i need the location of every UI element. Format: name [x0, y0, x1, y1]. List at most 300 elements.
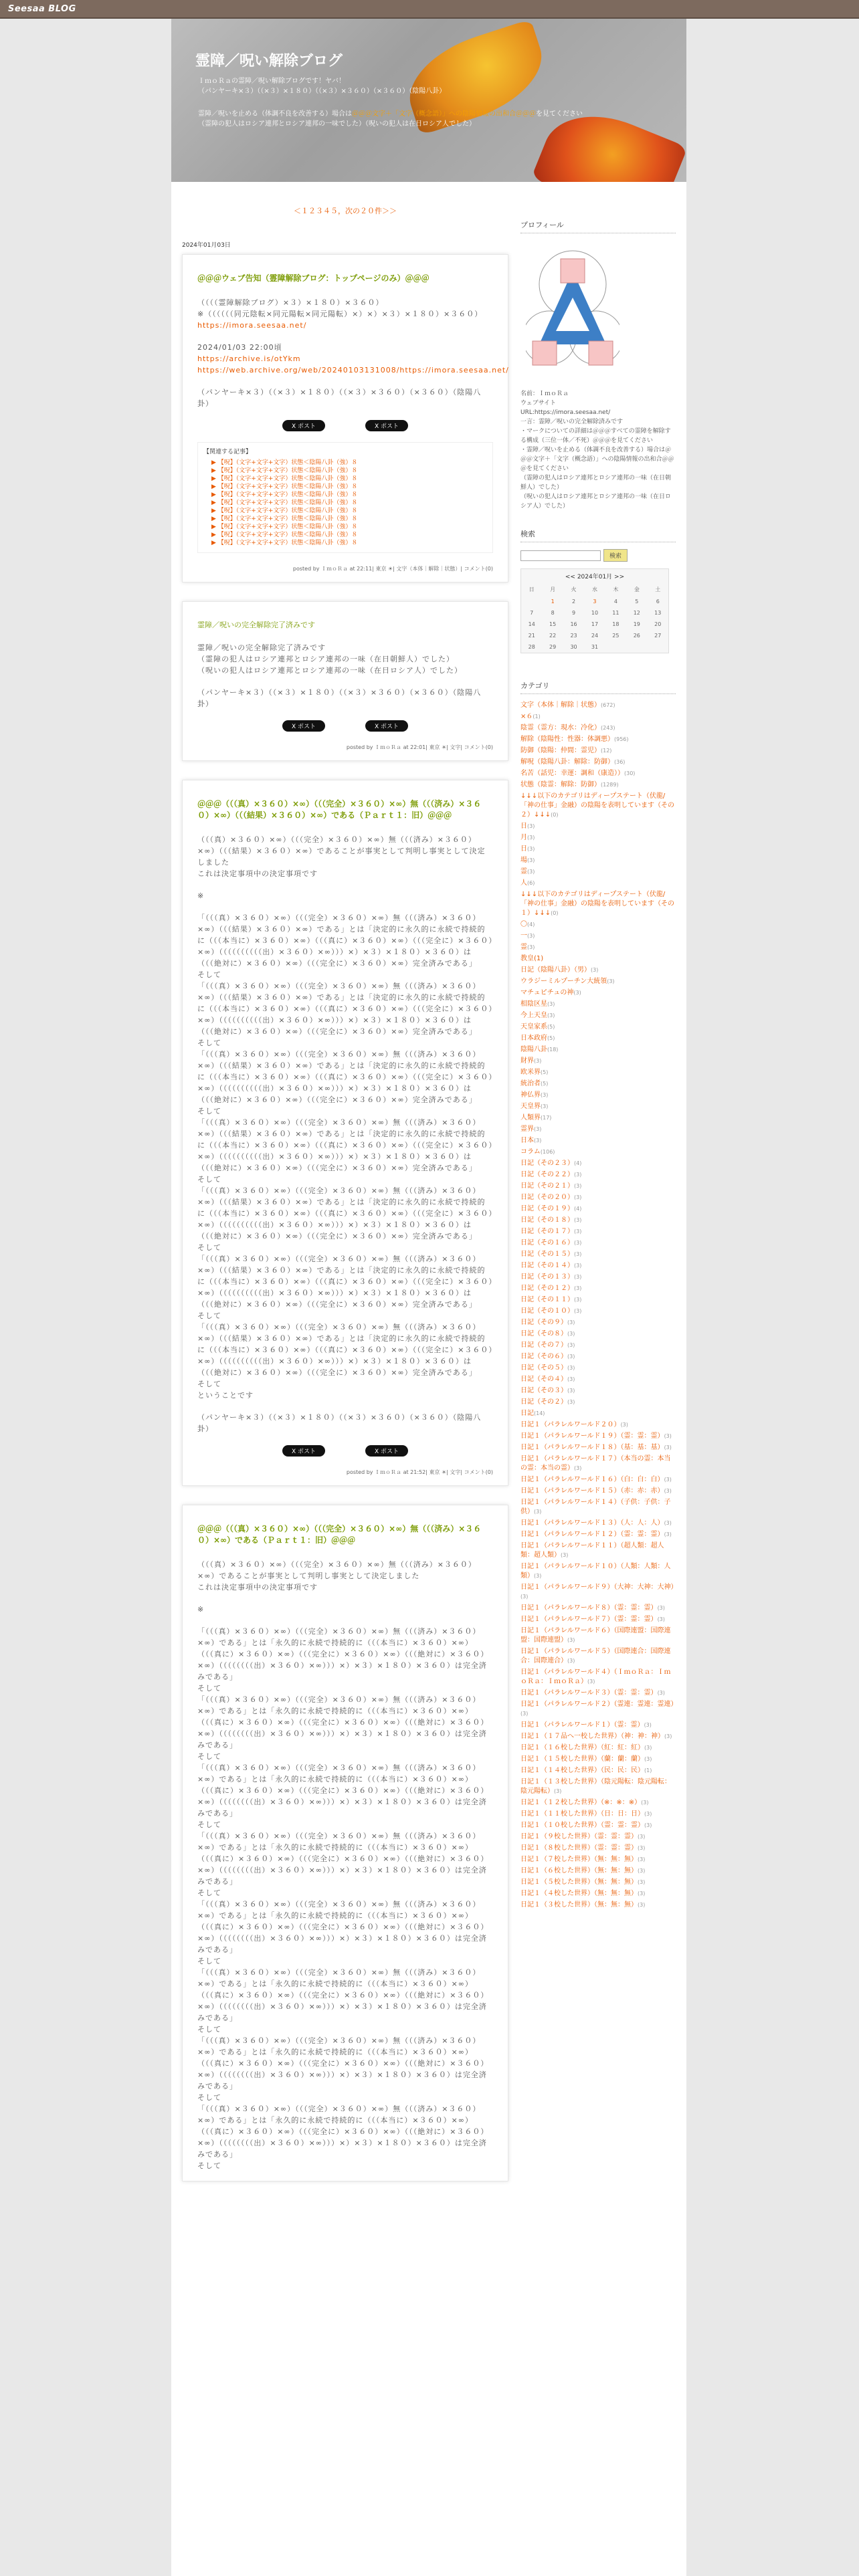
category-link[interactable]: 日記１（パラレルワールド１１）（超人類：超人類：超人類）	[520, 1542, 664, 1559]
category-link[interactable]: 陰霊（霊方：現水：冷化）	[520, 724, 601, 732]
blog-title[interactable]: 霊障／呪い解除ブログ	[195, 53, 343, 70]
calendar-day[interactable]: 18	[612, 621, 619, 627]
entry-text: そして	[197, 1039, 221, 1047]
category-link[interactable]: 相陰区星	[520, 1000, 547, 1008]
category-link[interactable]: 今上天皇	[520, 1012, 547, 1019]
category-item[interactable]	[520, 1604, 676, 1613]
category-item[interactable]	[520, 712, 676, 722]
x-share-button[interactable]: X ポスト	[365, 420, 408, 431]
category-link[interactable]: 解呪（陰陽八卦：解除：防御）	[520, 758, 614, 766]
category-link[interactable]: 日記１（１５校した世界）（蘭：蘭：蘭）	[520, 1755, 644, 1763]
category-item[interactable]	[520, 746, 676, 756]
category-link[interactable]: 欧米界	[520, 1069, 541, 1076]
category-link[interactable]: 日記１（パラレルワールド１４）（子供：子供：子供）	[520, 1499, 671, 1515]
category-item[interactable]	[520, 1626, 676, 1645]
category-item[interactable]	[520, 1743, 676, 1753]
category-link[interactable]: 霊	[520, 868, 527, 875]
category-link[interactable]: 日記（その２０）	[520, 1194, 574, 1201]
related-item[interactable]: ▶ 【呪】（文字+文字+文字）状態＜陰陽八卦（強）８	[211, 492, 358, 498]
category-link[interactable]: 日記１（パラレルワールド１９）（霊：霊：霊）	[520, 1432, 664, 1440]
category-count: (1)	[644, 1767, 652, 1774]
calendar-day[interactable]: 23	[570, 633, 577, 639]
calendar-weekday: 火	[571, 586, 577, 593]
category-item[interactable]	[520, 1541, 676, 1560]
category-count: (3)	[574, 1285, 582, 1291]
category-link[interactable]: 日記１（１４校した世界）（民：民：民）	[520, 1767, 644, 1774]
category-link[interactable]: 神仏界	[520, 1091, 541, 1099]
category-item[interactable]	[520, 1079, 676, 1089]
category-item[interactable]	[520, 1102, 676, 1111]
calendar-day[interactable]: 27	[654, 633, 662, 639]
category-item[interactable]	[520, 1000, 676, 1009]
category-item[interactable]	[520, 1498, 676, 1517]
category-link[interactable]: 日記１（パラレルワールド１５）（赤：赤：赤）	[520, 1487, 664, 1495]
category-item[interactable]	[520, 1136, 676, 1146]
calendar-day[interactable]: 28	[528, 644, 535, 650]
calendar-day[interactable]: 17	[591, 621, 599, 627]
search-form	[520, 549, 676, 562]
category-link[interactable]: 日記１（１７品へ一校した世界）（神：神：神）	[520, 1733, 664, 1740]
category-link[interactable]: 日記１（パラレルワールド１）（霊：霊）	[520, 1721, 644, 1729]
category-link[interactable]: 名苦（話児：幸運：調和（康造））	[520, 770, 624, 777]
calendar-day[interactable]: 6	[656, 599, 660, 605]
category-link[interactable]: ×６	[520, 713, 533, 720]
category-item[interactable]	[520, 1261, 676, 1271]
related-item[interactable]: ▶ 【呪】（文字+文字+文字）状態＜陰陽八卦（強）８	[211, 467, 358, 474]
category-item[interactable]	[520, 1432, 676, 1441]
category-count: (3)	[607, 978, 615, 984]
category-item[interactable]	[520, 1443, 676, 1453]
category-item[interactable]	[520, 1798, 676, 1808]
blog-header	[171, 19, 686, 182]
related-item[interactable]: ▶ 【呪】（文字+文字+文字）状態＜陰陽八卦（強）８	[211, 524, 358, 530]
search-button[interactable]: 検索	[603, 549, 628, 562]
related-item[interactable]: ▶ 【呪】（文字+文字+文字）状態＜陰陽八卦（強）８	[211, 508, 358, 514]
category-link[interactable]: 天皇界	[520, 1103, 541, 1110]
category-link[interactable]: 日記１（パラレルワールド３）（霊：霊：霊）	[520, 1689, 658, 1697]
category-link[interactable]: コラム	[520, 1148, 541, 1156]
category-item[interactable]	[520, 932, 676, 941]
calendar-day[interactable]: 25	[612, 633, 619, 639]
category-link[interactable]: 日記（その１２）	[520, 1285, 574, 1292]
entry-text: （霊障の犯人はロシア連邦とロシア連邦の一味（在日朝鮮人）でした）	[197, 655, 454, 663]
category-link[interactable]: 日記（その６）	[520, 1353, 567, 1360]
category-item[interactable]	[520, 1148, 676, 1157]
category-link[interactable]: 日記１（パラレルワールド２０）	[520, 1421, 621, 1428]
category-item[interactable]	[520, 724, 676, 733]
category-item[interactable]	[520, 1732, 676, 1741]
category-item[interactable]	[520, 1307, 676, 1316]
related-item[interactable]: ▶ 【呪】（文字+文字+文字）状態＜陰陽八卦（強）８	[211, 516, 358, 522]
calendar-day[interactable]: 3	[593, 599, 597, 605]
category-link[interactable]: 日記１（パラレルワールド５）（国際連合：国際連合：国際連合）	[520, 1648, 671, 1665]
related-item[interactable]: ▶ 【呪】（文字+文字+文字）状態＜陰陽八卦（強）８	[211, 500, 358, 506]
calendar-day[interactable]: 8	[551, 610, 555, 616]
category-count: (3)	[567, 1342, 575, 1348]
search-heading: 検索	[520, 528, 676, 542]
calendar-day[interactable]: 29	[549, 644, 557, 650]
category-count: (3)	[567, 1376, 575, 1382]
category-link[interactable]: 日記（陰陽八卦）（男）	[520, 966, 591, 974]
category-link[interactable]: ↓↓↓以下のカテゴリはディープステート（伏龍/「神の仕事」金融）の陰陽を表明しています（その１）↓↓↓	[520, 891, 674, 917]
category-link[interactable]: 日記（その１４）	[520, 1262, 574, 1269]
category-link[interactable]: 日記（その４）	[520, 1376, 567, 1383]
category-item[interactable]	[520, 701, 676, 710]
category-link[interactable]: 日記１（１６校した世界）（紅：紅：紅）	[520, 1744, 644, 1751]
category-link[interactable]: 日記１（パラレルワールド４）（ＩｍｏＲａ：ＩｍｏＲａ：ＩｍｏＲａ）	[520, 1669, 671, 1685]
category-item[interactable]	[520, 1889, 676, 1899]
category-count: (3)	[567, 1365, 575, 1371]
category-link[interactable]: マチュピチュの神	[520, 989, 574, 996]
category-item[interactable]	[520, 856, 676, 865]
category-link[interactable]: 日記（その１８）	[520, 1216, 574, 1224]
category-count: (3)	[657, 1690, 665, 1696]
category-link[interactable]: 日	[520, 845, 527, 853]
category-item[interactable]	[520, 1455, 676, 1473]
category-item[interactable]	[520, 1170, 676, 1180]
entry-footer[interactable]: posted by ＩｍｏＲａ at 22:01| 東京 ☀| 文字| コメント(0)	[346, 744, 493, 750]
category-item[interactable]	[520, 879, 676, 888]
calendar-day[interactable]: 7	[530, 610, 534, 616]
category-count: (3)	[638, 1902, 646, 1908]
category-item[interactable]	[520, 1700, 676, 1719]
category-item[interactable]	[520, 1273, 676, 1282]
category-item[interactable]	[520, 1011, 676, 1021]
category-link[interactable]: 月	[520, 834, 527, 841]
entry-text: 「（（（真）×３６０）×∞）（（（完全）×３６０）×∞）無（（（済み）×３６０）×∞）である」とは「永久的に永続で持続的に（（（本当に）×３６０）×∞）（（（真に）×３６０）×∞）（（（完全に）×３６０）×∞）（（（絶対に）×３６０）×∞）（（（（（（（（出）×３６０）×∞）））×）×３）×１８０）×３６０）は完全済みである」	[197, 1627, 489, 1681]
category-item[interactable]	[520, 1844, 676, 1853]
pager[interactable]: ＜１２３４５，次の２０件＞＞	[294, 207, 397, 215]
category-link[interactable]: 日本政府	[520, 1035, 547, 1042]
category-link[interactable]: 日記（その９）	[520, 1319, 567, 1326]
category-item[interactable]	[520, 1475, 676, 1485]
calendar-day[interactable]: 1	[551, 599, 555, 605]
category-link[interactable]: 財界	[520, 1057, 534, 1065]
category-link[interactable]: 日記（その３）	[520, 1387, 567, 1394]
category-link[interactable]: 日記１（パラレルワールド１０）（人類：人類：人類）	[520, 1563, 671, 1580]
search-input[interactable]	[520, 550, 601, 561]
category-link[interactable]: 日記（その１９）	[520, 1205, 574, 1212]
category-count: (3)	[534, 1126, 542, 1132]
category-item[interactable]	[520, 943, 676, 952]
category-item[interactable]	[520, 1159, 676, 1168]
category-link[interactable]: 〇	[520, 921, 527, 928]
category-item[interactable]	[520, 1386, 676, 1396]
category-count: (3)	[534, 1573, 542, 1579]
category-item[interactable]	[520, 1689, 676, 1698]
category-item[interactable]	[520, 890, 676, 918]
entry-text: そして	[197, 2161, 221, 2170]
category-item[interactable]	[520, 1530, 676, 1539]
category-link[interactable]: 日記（その２１）	[520, 1182, 574, 1190]
category-link[interactable]: 日記１（パラレルワールド６）（国際連盟：国際連盟：国際連盟）	[520, 1627, 671, 1644]
category-link[interactable]: 文字（本体｜解除｜状態）	[520, 702, 601, 709]
category-item[interactable]	[520, 1668, 676, 1687]
category-item[interactable]	[520, 1341, 676, 1350]
entry-footer[interactable]: posted by ＩｍｏＲａ at 22:11| 東京 ☀| 文字（本体｜解除｜状態）| コメント(0)	[292, 566, 493, 572]
category-count: (3)	[657, 1605, 665, 1611]
category-item[interactable]	[520, 1364, 676, 1373]
category-list	[520, 701, 676, 1910]
category-item[interactable]	[520, 1519, 676, 1528]
seesaa-logo[interactable]: Seesaa BLOG	[8, 4, 76, 14]
category-item[interactable]	[520, 1295, 676, 1305]
category-link[interactable]: 日記１（パラレルワールド２）（霊連：霊連：霊連）	[520, 1701, 678, 1708]
calendar-day[interactable]: 30	[570, 644, 577, 650]
category-item[interactable]	[520, 1832, 676, 1842]
calendar-day[interactable]: 11	[612, 610, 619, 616]
category-link[interactable]: 天皇家系	[520, 1023, 547, 1031]
category-link[interactable]: 霊	[520, 944, 527, 951]
category-link[interactable]: 陰陽八卦	[520, 1046, 547, 1053]
category-item[interactable]	[520, 1647, 676, 1666]
category-item[interactable]	[520, 792, 676, 820]
category-item[interactable]	[520, 735, 676, 744]
category-link[interactable]: 日記（その２２）	[520, 1171, 574, 1178]
category-link[interactable]: 日記１（１１校した世界）（日：日：日）	[520, 1810, 644, 1818]
entry-date: 2024年01月03日	[182, 242, 231, 249]
category-item[interactable]	[520, 1778, 676, 1796]
category-item[interactable]	[520, 1562, 676, 1581]
category-item[interactable]	[520, 1615, 676, 1624]
entry-title[interactable]: ＠＠＠（（（真）×３６０）×∞）（（（完全）×３６０）×∞）無（（（済み）×３６０）×∞）である（Ｐａｒｔ１：旧）＠＠＠	[197, 1524, 482, 1545]
category-item[interactable]	[520, 1583, 676, 1602]
entry-title[interactable]: ＠＠＠（（（真）×３６０）×∞）（（（完全）×３６０）×∞）無（（（済み）×３６０）×∞）（（（結果）×３６０）×∞）である（Ｐａｒｔ１：旧）＠＠＠	[197, 799, 482, 820]
category-count: (3)	[638, 1856, 646, 1862]
category-link[interactable]: 日記１（８校した世界）（霊：霊：霊）	[520, 1844, 638, 1852]
entry-link[interactable]: https://web.archive.org/web/20240103131008/https://imora.seesaa.net/	[197, 366, 509, 374]
profile-line: ・霊障／呪いを止める（体調不良を改善する）場合は＠＠＠文字＋「文字（概念語）」への陰陽情報の出和合＠＠＠を見てください	[520, 447, 674, 472]
x-share-button[interactable]: X ポスト	[282, 720, 325, 732]
calendar-day[interactable]: 4	[613, 599, 617, 605]
calendar-day[interactable]: 20	[654, 621, 662, 627]
calendar-day[interactable]: 16	[570, 621, 577, 627]
category-item[interactable]	[520, 780, 676, 790]
calendar-day[interactable]: 14	[528, 621, 535, 627]
category-link[interactable]: 日記１（５校した世界）（無：無：無）	[520, 1879, 638, 1886]
category-link[interactable]: 日記（その１６）	[520, 1239, 574, 1247]
x-share-button[interactable]: X ポスト	[365, 1445, 408, 1457]
calendar-day[interactable]: 22	[549, 633, 557, 639]
entry-title[interactable]: 霊障／呪いの完全解除完了済みです	[197, 621, 315, 629]
category-item[interactable]	[520, 920, 676, 930]
category-link[interactable]: 日記（その１１）	[520, 1296, 574, 1303]
category-link[interactable]: 日記（その１０）	[520, 1307, 574, 1315]
notice-link[interactable]: ＠＠＠文字＋「文字（概念語）」への陰陽情報の出和合＠＠＠	[352, 110, 536, 118]
category-item[interactable]	[520, 1810, 676, 1819]
category-item[interactable]	[520, 1721, 676, 1730]
category-link[interactable]: 人類界	[520, 1114, 541, 1121]
category-item[interactable]	[520, 1329, 676, 1339]
category-item[interactable]	[520, 954, 676, 964]
category-link[interactable]: 状態（陰霊：解除：防御）	[520, 781, 601, 788]
category-item[interactable]	[520, 977, 676, 986]
category-link[interactable]: 日記１（１０校した世界）（霊：霊：霊）	[520, 1822, 644, 1829]
category-link[interactable]: 日記１（パラレルワールド１２）（霊：霊：霊）	[520, 1531, 664, 1538]
category-link[interactable]: 日	[520, 823, 527, 830]
category-item[interactable]	[520, 1227, 676, 1237]
category-link[interactable]: 場	[520, 857, 527, 864]
category-item[interactable]	[520, 1398, 676, 1407]
category-count: (5)	[547, 1024, 555, 1030]
entry-text: （（（真）×３６０）×∞）（（（完全）×３６０）×∞）無（（（済み）×３６０）×∞）（（（結果）×３６０）×∞）であることが事実として判明し事実として決定しました	[197, 835, 486, 867]
category-link[interactable]: 統治者	[520, 1080, 541, 1087]
calendar-day[interactable]: 15	[549, 621, 557, 627]
category-link[interactable]: 日記１（１２校した世界）（※：※：※）	[520, 1799, 642, 1806]
x-share-button[interactable]: X ポスト	[365, 720, 408, 732]
category-item[interactable]	[520, 1068, 676, 1077]
entry-link[interactable]: https://archive.is/otYkm	[197, 354, 301, 363]
calendar-day[interactable]: 5	[635, 599, 639, 605]
category-item[interactable]	[520, 1766, 676, 1776]
category-link[interactable]: 日記１（１３校した世界）（陰元陽転：陰元陽転：陰元陽転）	[520, 1778, 671, 1795]
category-link[interactable]: 解除（陰陽性：性器：体調悪）	[520, 736, 614, 743]
category-link[interactable]: 日本	[520, 1137, 534, 1144]
related-item[interactable]: ▶ 【呪】（文字+文字+文字）状態＜陰陽八卦（強）８	[211, 459, 358, 466]
calendar-day[interactable]: 9	[572, 610, 576, 616]
calendar-day[interactable]: 31	[591, 644, 599, 650]
entry-text: これは決定事項中の決定事項です	[197, 869, 318, 878]
calendar-day[interactable]: 2	[572, 599, 576, 605]
related-item[interactable]: ▶ 【呪】（文字+文字+文字）状態＜陰陽八卦（強）８	[211, 540, 358, 546]
category-link[interactable]: 日記（その２３）	[520, 1160, 574, 1167]
category-item[interactable]	[520, 1375, 676, 1384]
category-item[interactable]	[520, 1755, 676, 1764]
category-item[interactable]	[520, 1284, 676, 1293]
related-item[interactable]: ▶ 【呪】（文字+文字+文字）状態＜陰陽八卦（強）８	[211, 475, 358, 482]
category-count: (3)	[641, 1800, 649, 1806]
category-link[interactable]: ウラジーミルプーチン大統領	[520, 978, 607, 985]
category-link[interactable]: 日記（その５）	[520, 1364, 567, 1372]
category-item[interactable]	[520, 1204, 676, 1214]
category-item[interactable]	[520, 1487, 676, 1496]
related-item[interactable]: ▶ 【呪】（文字+文字+文字）状態＜陰陽八卦（強）８	[211, 484, 358, 490]
category-link[interactable]: 日記（その２）	[520, 1398, 567, 1406]
calendar-day[interactable]: 19	[633, 621, 640, 627]
category-link[interactable]: 日記１（９校した世界）（霊：霊：霊）	[520, 1833, 638, 1840]
category-item[interactable]	[520, 1023, 676, 1032]
x-share-button[interactable]: X ポスト	[282, 420, 325, 431]
repeated-block	[197, 912, 493, 1390]
entry-link[interactable]: https://imora.seesaa.net/	[197, 321, 307, 330]
category-link[interactable]: 日記１（パラレルワールド９）（大神：大神：大神）	[520, 1584, 678, 1591]
profile-line: 名前：ＩｍｏＲａ	[520, 391, 569, 397]
category-link[interactable]: 日記１（３校した世界）（無：無：無）	[520, 1901, 638, 1909]
entry-text: 2024/01/03 22:00頃	[197, 343, 282, 352]
entry-footer[interactable]: posted by ＩｍｏＲａ at 21:52| 東京 ☀| 文字| コメント(0)	[346, 1469, 493, 1475]
category-item[interactable]	[520, 1250, 676, 1259]
category-link[interactable]: 日記１（パラレルワールド１８）（基：基：基）	[520, 1444, 664, 1451]
category-item[interactable]	[520, 1113, 676, 1123]
category-item[interactable]	[520, 1855, 676, 1864]
category-link[interactable]: 日記１（パラレルワールド１７）（本当の霊：本当の霊：本当の霊）	[520, 1455, 671, 1472]
category-link[interactable]: 教皇(1)	[520, 955, 544, 962]
category-item[interactable]	[520, 1318, 676, 1327]
category-item[interactable]	[520, 845, 676, 854]
category-count: (3)	[664, 1531, 672, 1537]
category-link[interactable]: 日記（その８）	[520, 1330, 567, 1337]
entry-title[interactable]: ＠＠＠ウェブ告知（霊障解除ブログ：トップページのみ）＠＠＠	[197, 274, 430, 283]
category-item[interactable]	[520, 1409, 676, 1418]
calendar-day[interactable]: 13	[654, 610, 662, 616]
related-item[interactable]: ▶ 【呪】（文字+文字+文字）状態＜陰陽八卦（強）８	[211, 532, 358, 538]
category-item[interactable]	[520, 1239, 676, 1248]
category-link[interactable]: 日記（その１５）	[520, 1251, 574, 1258]
category-item[interactable]	[520, 1901, 676, 1910]
category-item[interactable]	[520, 1420, 676, 1430]
category-count: (3)	[638, 1845, 646, 1851]
calendar-day[interactable]: 26	[633, 633, 640, 639]
category-link[interactable]: 日記１（パラレルワールド８）（霊：霊：霊）	[520, 1604, 658, 1612]
category-link[interactable]: 日記（その１７）	[520, 1228, 574, 1235]
category-item[interactable]	[520, 1182, 676, 1191]
calendar-day[interactable]: 10	[591, 610, 599, 616]
category-link[interactable]: 防御（陰陽：仲間：霊児）	[520, 747, 601, 754]
category-item[interactable]	[520, 988, 676, 998]
calendar-day[interactable]: 24	[591, 633, 599, 639]
calendar-day[interactable]: 12	[633, 610, 640, 616]
category-item[interactable]	[520, 1352, 676, 1362]
category-link[interactable]: 日記１（パラレルワールド１３）（人：人：人）	[520, 1519, 664, 1527]
category-link[interactable]: 日記１（パラレルワールド７）（霊：霊：霊）	[520, 1616, 658, 1623]
entry-text: そして	[197, 970, 221, 979]
category-link[interactable]: 日記１（７校した世界）（無：無：無）	[520, 1856, 638, 1863]
calendar-weekday: 月	[550, 586, 556, 593]
category-item[interactable]	[520, 822, 676, 831]
category-count: (0)	[551, 910, 559, 916]
category-link[interactable]: 人	[520, 879, 527, 887]
category-item[interactable]	[520, 758, 676, 767]
calendar-day	[521, 596, 542, 607]
category-item[interactable]	[520, 867, 676, 877]
share-buttons	[197, 420, 493, 431]
category-item[interactable]	[520, 1878, 676, 1887]
category-item[interactable]	[520, 1821, 676, 1830]
category-count: (3)	[527, 933, 535, 939]
category-count: (3)	[527, 869, 535, 875]
category-link[interactable]: 日記１（６校した世界）（無：無：無）	[520, 1867, 638, 1874]
category-item[interactable]	[520, 1216, 676, 1225]
category-link[interactable]: 日記１（パラレルワールド１６）（白：白：白）	[520, 1476, 664, 1483]
category-item[interactable]	[520, 769, 676, 778]
category-link[interactable]: 霊界	[520, 1125, 534, 1133]
category-count: (3)	[534, 1058, 542, 1064]
category-item[interactable]	[520, 1045, 676, 1055]
category-count: (3)	[664, 1733, 672, 1739]
profile-line: URL:https://imora.seesaa.net/	[520, 409, 611, 416]
category-item[interactable]	[520, 1125, 676, 1134]
category-link[interactable]: ↓↓↓以下のカテゴリはディープステート（伏龍/「神の仕事」金融）の陰陽を表明しています（その２）↓↓↓	[520, 792, 674, 819]
category-item[interactable]	[520, 966, 676, 975]
category-item[interactable]	[520, 1057, 676, 1066]
category-item[interactable]	[520, 1091, 676, 1100]
category-item[interactable]	[520, 1866, 676, 1876]
calendar-day[interactable]: 21	[528, 633, 535, 639]
x-share-button[interactable]: X ポスト	[282, 1445, 325, 1457]
calendar-title[interactable]: << 2024年01月 >>	[565, 574, 625, 580]
category-item[interactable]	[520, 1034, 676, 1043]
profile-heading: プロフィール	[520, 219, 676, 233]
category-link[interactable]: 日記（その１３）	[520, 1273, 574, 1281]
category-item[interactable]	[520, 833, 676, 843]
category-link[interactable]: 日記	[520, 1410, 534, 1417]
category-item[interactable]	[520, 1193, 676, 1202]
category-link[interactable]: 日記１（４校した世界）（無：無：無）	[520, 1890, 638, 1897]
entry-body	[197, 297, 509, 409]
category-link[interactable]: 日記（その７）	[520, 1341, 567, 1349]
category-link[interactable]: 一	[520, 932, 527, 940]
category-count: (3)	[574, 1240, 582, 1246]
